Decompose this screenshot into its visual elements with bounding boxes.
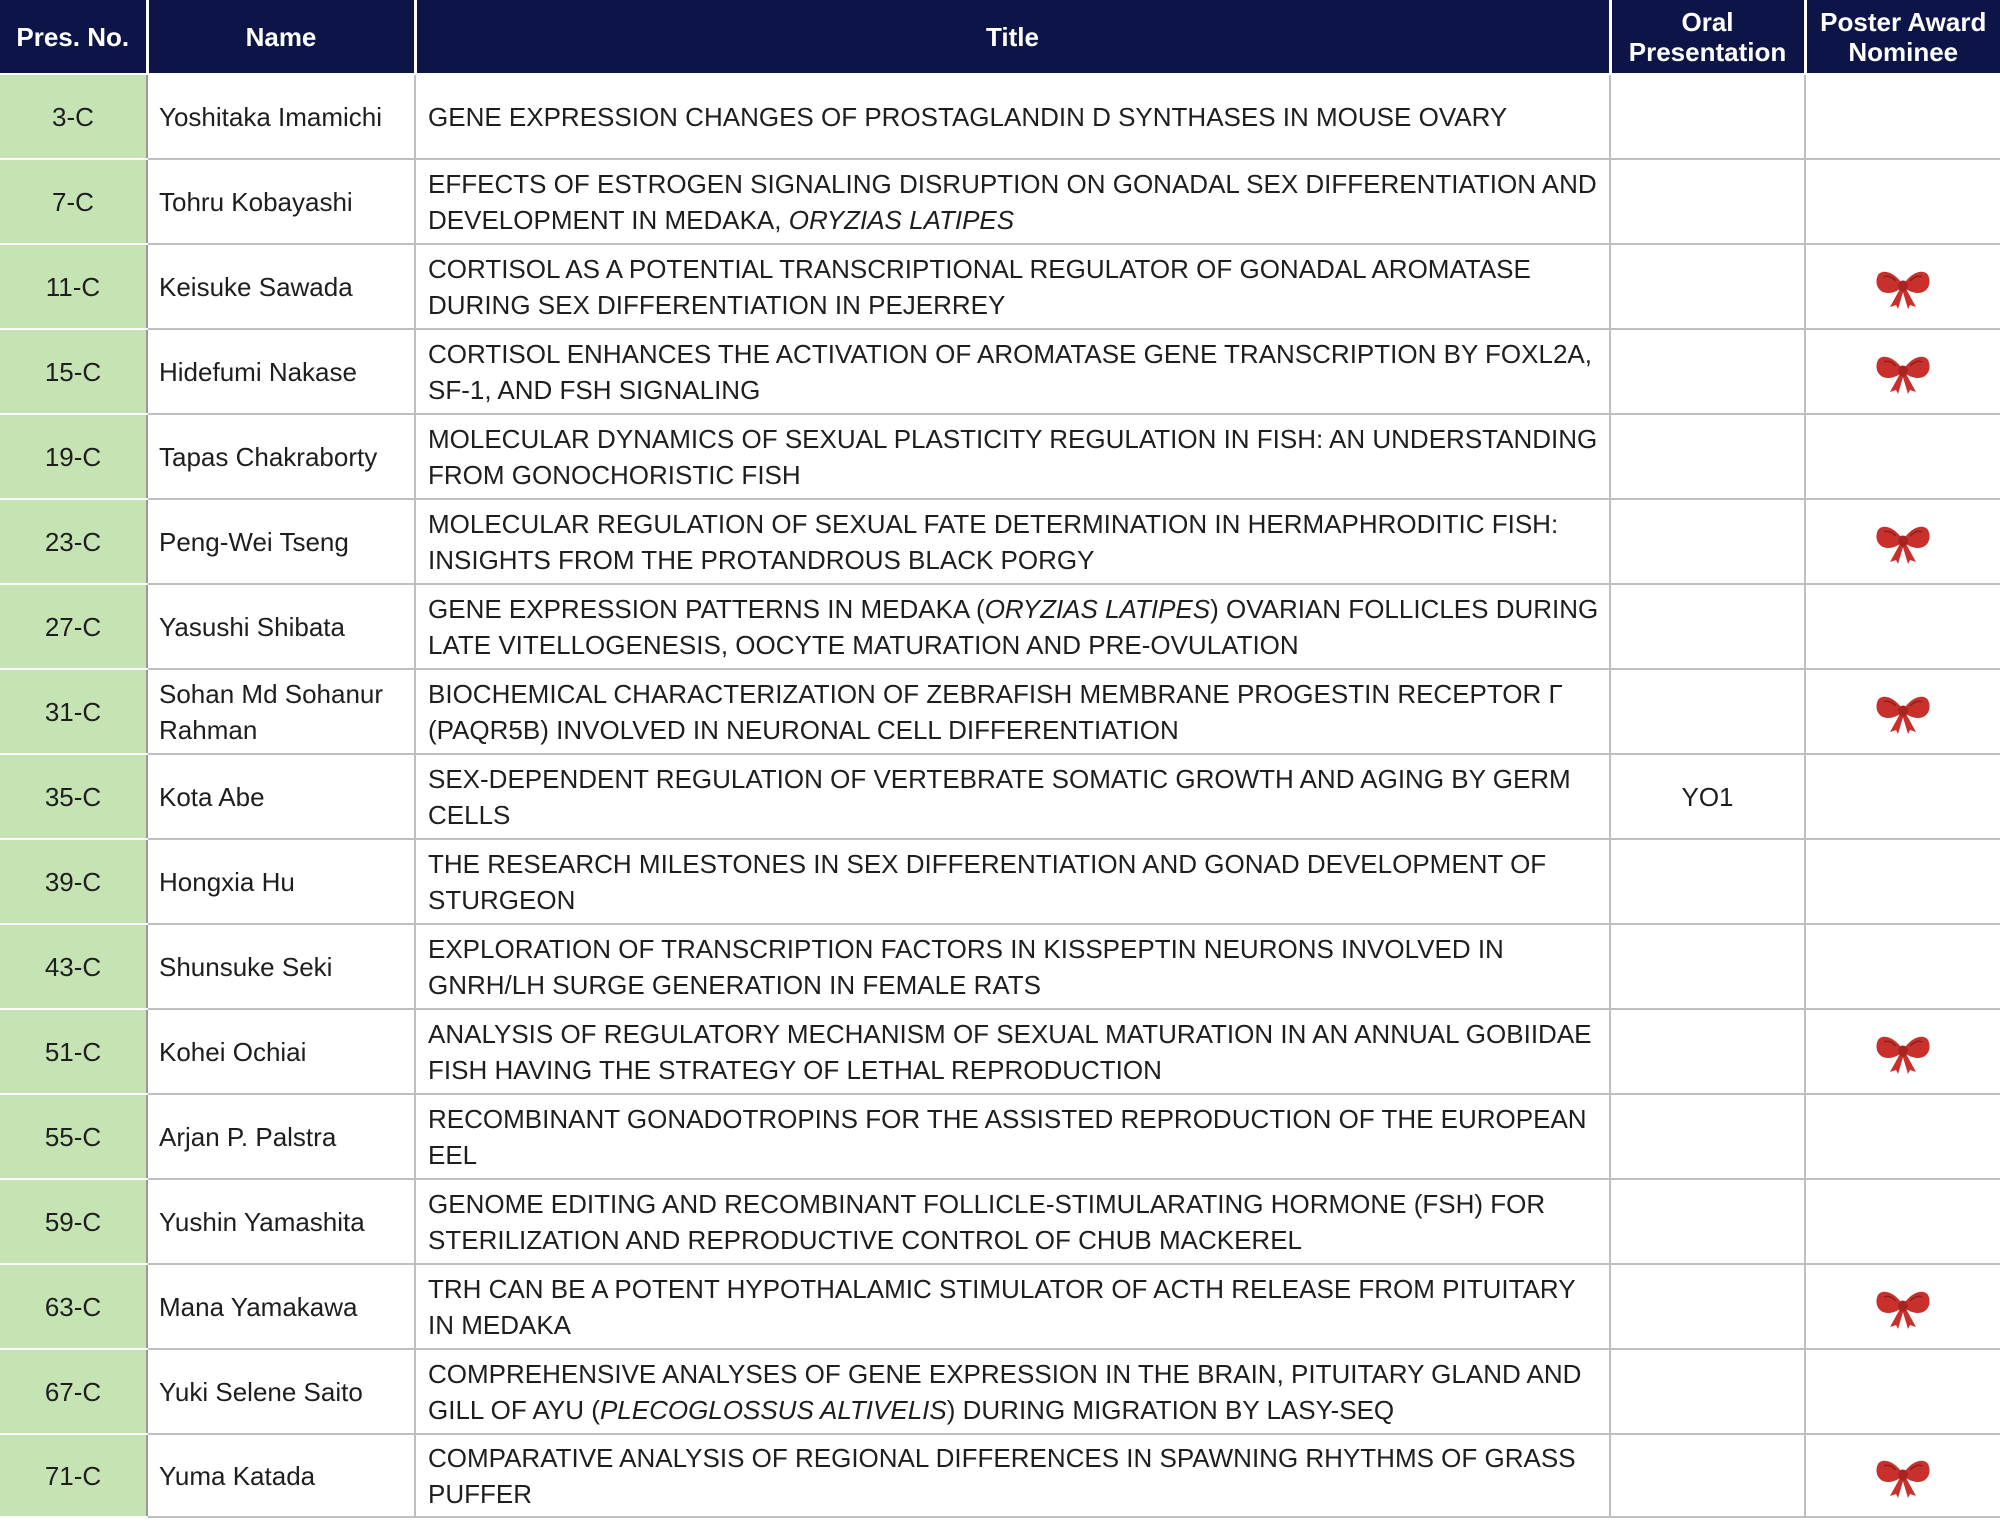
title-text: EFFECTS OF ESTROGEN SIGNALING DISRUPTION ON GONADAL SEX DIFFERENTIATION AND DEVELOPMENT IN MEDAKA, [428, 168, 1597, 235]
title-text: MOLECULAR REGULATION OF SEXUAL FATE DETERMINATION IN HERMAPHRODITIC FISH: INSIGHTS FROM THE PROTANDROUS BLACK PORGY [428, 508, 1559, 575]
red-ribbon-bow-icon [1874, 694, 1932, 724]
table-row [0, 159, 2000, 244]
header-title [415, 0, 1610, 74]
title-cell [415, 159, 1610, 244]
oral-presentation-cell [1610, 74, 1805, 159]
title-text: EXPLORATION OF TRANSCRIPTION FACTORS IN KISSPEPTIN NEURONS INVOLVED IN GNRH/LH SURGE GENERATION IN FEMALE RATS [428, 933, 1504, 1000]
title-text: SEX-DEPENDENT REGULATION OF VERTEBRATE SOMATIC GROWTH AND AGING BY GERM CELLS [428, 763, 1571, 830]
title-cell [415, 329, 1610, 414]
pres-no-cell: 35-C [0, 754, 147, 839]
pres-no-cell: 15-C [0, 329, 147, 414]
table-row [0, 924, 2000, 1009]
pres-no-cell: 19-C [0, 414, 147, 499]
header-award-line2: Nominee [1848, 36, 1959, 67]
author-name-cell: Peng-Wei Tseng [147, 499, 415, 584]
title-text: GENOME EDITING AND RECOMBINANT FOLLICLE-STIMULARATING HORMONE (FSH) FOR STERILIZATION AND REPRODUCTIVE CONTROL OF CHUB MACKEREL [428, 1188, 1546, 1255]
author-name-cell: Kota Abe [147, 754, 415, 839]
red-ribbon-bow-icon [1874, 1458, 1932, 1488]
table-row [0, 1434, 2000, 1517]
oral-presentation-cell [1610, 244, 1805, 329]
table-row [0, 1094, 2000, 1179]
poster-award-cell [1805, 74, 2000, 159]
oral-presentation-cell [1610, 1434, 1805, 1517]
author-name-cell: Arjan P. Palstra [147, 1094, 415, 1179]
author-name-cell: Yasushi Shibata [147, 584, 415, 669]
pres-no-cell: 23-C [0, 499, 147, 584]
pres-no-cell: 7-C [0, 159, 147, 244]
red-ribbon-bow-icon [1874, 269, 1932, 299]
header-name-label: Name [245, 21, 317, 52]
header-oral-line1: Oral [1681, 6, 1734, 37]
title-text: TRH CAN BE A POTENT HYPOTHALAMIC STIMULATOR OF ACTH RELEASE FROM PITUITARY IN MEDAKA [428, 1273, 1576, 1340]
author-name-cell: Sohan Md Sohanur Rahman [147, 669, 415, 754]
title-text: CORTISOL AS A POTENTIAL TRANSCRIPTIONAL REGULATOR OF GONADAL AROMATASE DURING SEX DIFFERENTIATION IN PEJERREY [428, 253, 1531, 320]
pres-no-cell: 39-C [0, 839, 147, 924]
poster-award-cell [1805, 1179, 2000, 1264]
title-text: THE RESEARCH MILESTONES IN SEX DIFFERENTIATION AND GONAD DEVELOPMENT OF STURGEON [428, 848, 1547, 915]
pres-no-cell: 51-C [0, 1009, 147, 1094]
header-oral-line2: Presentation [1628, 36, 1787, 67]
poster-award-cell [1805, 1094, 2000, 1179]
title-species-italic: PLECOGLOSSUS ALTIVELIS [599, 1394, 947, 1425]
oral-presentation-cell [1610, 414, 1805, 499]
poster-award-cell [1805, 584, 2000, 669]
oral-presentation-cell: YO1 [1610, 754, 1805, 839]
pres-no-cell: 55-C [0, 1094, 147, 1179]
poster-award-cell [1805, 159, 2000, 244]
table-row [0, 584, 2000, 669]
title-cell [415, 1264, 1610, 1349]
table-header [0, 0, 2000, 74]
oral-presentation-cell [1610, 584, 1805, 669]
table-row [0, 329, 2000, 414]
pres-no-cell: 3-C [0, 74, 147, 159]
poster-award-cell [1805, 499, 2000, 584]
title-cell [415, 499, 1610, 584]
oral-presentation-cell [1610, 499, 1805, 584]
pres-no-cell: 71-C [0, 1434, 147, 1517]
table-body [0, 74, 2000, 1517]
table-row [0, 414, 2000, 499]
title-text: GENE EXPRESSION PATTERNS IN MEDAKA ( [428, 593, 985, 624]
table-row [0, 1009, 2000, 1094]
title-text: MOLECULAR DYNAMICS OF SEXUAL PLASTICITY REGULATION IN FISH: AN UNDERSTANDING FROM GONOCHORISTIC FISH [428, 423, 1598, 490]
oral-presentation-cell [1610, 159, 1805, 244]
title-text: CORTISOL ENHANCES THE ACTIVATION OF AROMATASE GENE TRANSCRIPTION BY FOXL2A, SF-1, AND FSH SIGNALING [428, 338, 1592, 405]
poster-award-cell [1805, 1349, 2000, 1434]
pres-no-cell: 59-C [0, 1179, 147, 1264]
pres-no-cell: 31-C [0, 669, 147, 754]
table-row [0, 1349, 2000, 1434]
oral-presentation-cell [1610, 329, 1805, 414]
author-name-cell: Yoshitaka Imamichi [147, 74, 415, 159]
title-text: COMPREHENSIVE ANALYSES OF GENE EXPRESSION IN THE BRAIN, PITUITARY GLAND AND GILL OF AYU ( [428, 1358, 1582, 1425]
header-pres-no-label: Pres. No. [16, 21, 130, 52]
oral-presentation-cell [1610, 1179, 1805, 1264]
title-text: GENE EXPRESSION CHANGES OF PROSTAGLANDIN D SYNTHASES IN MOUSE OVARY [428, 101, 1508, 132]
poster-award-cell [1805, 754, 2000, 839]
author-name-cell: Yushin Yamashita [147, 1179, 415, 1264]
title-cell [415, 669, 1610, 754]
title-cell [415, 1349, 1610, 1434]
red-ribbon-bow-icon [1874, 1289, 1932, 1319]
author-name-cell: Yuki Selene Saito [147, 1349, 415, 1434]
title-text: BIOCHEMICAL CHARACTERIZATION OF ZEBRAFISH MEMBRANE PROGESTIN RECEPTOR Γ (PAQR5B) INVOLVED IN NEURONAL CELL DIFFERENTIATION [428, 678, 1563, 745]
table-row [0, 1179, 2000, 1264]
title-cell [415, 839, 1610, 924]
oral-presentation-cell [1610, 1349, 1805, 1434]
red-ribbon-bow-icon [1874, 354, 1932, 384]
author-name-cell: Hongxia Hu [147, 839, 415, 924]
poster-award-cell [1805, 329, 2000, 414]
oral-presentation-cell [1610, 839, 1805, 924]
poster-award-cell [1805, 839, 2000, 924]
author-name-cell: Tohru Kobayashi [147, 159, 415, 244]
title-cell [415, 754, 1610, 839]
oral-presentation-cell [1610, 1094, 1805, 1179]
header-pres-no [0, 0, 147, 74]
title-text: RECOMBINANT GONADOTROPINS FOR THE ASSISTED REPRODUCTION OF THE EUROPEAN EEL [428, 1103, 1587, 1170]
oral-presentation-cell [1610, 1264, 1805, 1349]
table-row [0, 754, 2000, 839]
poster-award-cell [1805, 669, 2000, 754]
oral-presentation-cell [1610, 924, 1805, 1009]
title-cell [415, 414, 1610, 499]
oral-presentation-cell [1610, 1009, 1805, 1094]
title-cell [415, 244, 1610, 329]
oral-presentation-cell [1610, 669, 1805, 754]
pres-no-cell: 11-C [0, 244, 147, 329]
table-row [0, 1264, 2000, 1349]
author-name-cell: Keisuke Sawada [147, 244, 415, 329]
title-text: ) OVARIAN FOLLICLES DURING LATE VITELLOGENESIS, OOCYTE MATURATION AND PRE-OVULATION [428, 593, 1599, 660]
header-row [0, 0, 2000, 74]
pres-no-cell: 27-C [0, 584, 147, 669]
title-cell [415, 1434, 1610, 1517]
poster-award-cell [1805, 1009, 2000, 1094]
pres-no-cell: 43-C [0, 924, 147, 1009]
header-name [147, 0, 415, 74]
title-text: ANALYSIS OF REGULATORY MECHANISM OF SEXUAL MATURATION IN AN ANNUAL GOBIIDAE FISH HAVING THE STRATEGY OF LETHAL REPRODUCTION [428, 1018, 1592, 1085]
poster-award-cell [1805, 1264, 2000, 1349]
title-cell [415, 74, 1610, 159]
table-row [0, 74, 2000, 159]
title-cell [415, 1179, 1610, 1264]
title-text: COMPARATIVE ANALYSIS OF REGIONAL DIFFERENCES IN SPAWNING RHYTHMS OF GRASS PUFFER [428, 1442, 1576, 1509]
author-name-cell: Tapas Chakraborty [147, 414, 415, 499]
author-name-cell: Hidefumi Nakase [147, 329, 415, 414]
poster-award-cell [1805, 244, 2000, 329]
pres-no-cell: 63-C [0, 1264, 147, 1349]
title-cell [415, 584, 1610, 669]
table-row [0, 669, 2000, 754]
header-title-label: Title [986, 21, 1039, 52]
red-ribbon-bow-icon [1874, 524, 1932, 554]
author-name-cell: Yuma Katada [147, 1434, 415, 1517]
title-species-italic: ORYZIAS LATIPES [788, 204, 1015, 235]
author-name-cell: Kohei Ochiai [147, 1009, 415, 1094]
title-text: ) DURING MIGRATION BY LASY-SEQ [946, 1394, 1395, 1425]
author-name-cell: Shunsuke Seki [147, 924, 415, 1009]
header-award-line1: Poster Award [1820, 6, 1987, 37]
header-poster-award-nominee [1805, 0, 2000, 74]
title-species-italic: ORYZIAS LATIPES [984, 593, 1211, 624]
poster-award-cell [1805, 1434, 2000, 1517]
author-name-cell: Mana Yamakawa [147, 1264, 415, 1349]
pres-no-cell: 67-C [0, 1349, 147, 1434]
table-row [0, 244, 2000, 329]
table-row [0, 839, 2000, 924]
table-row [0, 499, 2000, 584]
title-cell [415, 924, 1610, 1009]
title-cell [415, 1009, 1610, 1094]
header-oral-presentation [1610, 0, 1805, 74]
poster-award-cell [1805, 924, 2000, 1009]
poster-award-cell [1805, 414, 2000, 499]
red-ribbon-bow-icon [1874, 1034, 1932, 1064]
title-cell [415, 1094, 1610, 1179]
